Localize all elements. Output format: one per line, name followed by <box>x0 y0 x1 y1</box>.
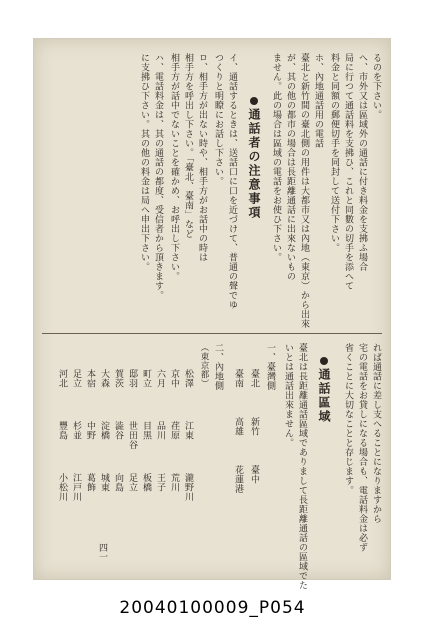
taiwan-city-3: 臺中 <box>249 465 259 484</box>
naichi-place: 小松川 <box>57 473 67 502</box>
continuation-text: るのを下さい。 <box>371 53 381 120</box>
caution-title-wrap <box>248 97 260 220</box>
naichi-place: 目黒 <box>141 421 151 440</box>
caution-title: 通話者の注意事項 <box>247 108 261 220</box>
image-caption: 20040100009_P054 <box>119 598 306 618</box>
caution-line-5: 相手方が話中でないことを確かめ、お呼出し下さい。 <box>169 53 179 281</box>
naichi-note: （東京都） <box>199 343 209 388</box>
naichi-place: 本宿 <box>85 369 95 388</box>
naichi-place: 品川 <box>155 421 165 440</box>
caution-line-6: ハ、電話料金は、其の通話の都度、受信者から頂きます。 <box>153 53 163 300</box>
naichi-side-label: 二、內地側 <box>213 343 223 391</box>
district-intro-2: いとは通話出來ません。 <box>283 343 293 448</box>
district-title: 通話區域 <box>317 368 331 424</box>
top-item-5: 臺北と新竹間の臺北側の用件は大都市又は內地（東京）から出來 <box>299 53 309 329</box>
naichi-place: 荏原 <box>169 421 179 440</box>
taiwan-city-2: 新竹 <box>249 417 259 436</box>
naichi-place: 邸羽 <box>127 369 137 388</box>
caution-line-7: に支拂ひ下さい。其の他の料金は局へ申出下さい。 <box>139 53 149 272</box>
naichi-place: 向島 <box>113 473 123 492</box>
top-item-2: 局に行つて通話料を支拂ひ、これと同數の切手を添へて <box>343 53 353 291</box>
top-item-7: ません。此の場合は區域の電話をお使ひ下さい。 <box>271 53 281 262</box>
district-intro-1: 臺北は長距離通話區域でありまして長距離通話の區域でた <box>297 343 307 590</box>
naichi-place: 中野 <box>85 421 95 440</box>
upper-left-line-2: 宅の電話をお貸しになる場合も、電話料金は必ず <box>357 343 367 552</box>
naichi-place: 河北 <box>57 369 67 388</box>
naichi-place: 六月 <box>155 369 165 388</box>
document-page <box>33 38 391 590</box>
taiwan-side-label: 一、臺灣側 <box>265 343 275 391</box>
bullet-icon <box>250 97 258 105</box>
naichi-place: 江戸川 <box>71 473 81 502</box>
naichi-place: 荒川 <box>169 473 179 492</box>
naichi-place: 杉並 <box>71 421 81 440</box>
naichi-place: 世田谷 <box>127 421 137 450</box>
naichi-place: 城東 <box>99 473 109 492</box>
caution-line-1: イ、通話するときは、送話口に口を近づけて、普通の聲でゆ <box>227 53 237 310</box>
caution-line-3: ロ、相手方が出ない時や、相手方がお話中の時は <box>197 53 207 262</box>
naichi-place: 京中 <box>169 369 179 388</box>
taiwan-city-4: 臺南 <box>233 369 243 388</box>
caution-line-2: つくりと明瞭にお話し下さい。 <box>213 53 223 186</box>
naichi-place: 足立 <box>71 369 81 388</box>
section-divider <box>42 333 382 334</box>
page-number: 四一 <box>97 543 107 561</box>
upper-left-line-1: れば通話に差し支へることになりますから <box>371 343 381 524</box>
district-title-wrap <box>318 357 330 424</box>
naichi-place: 瀧野川 <box>183 473 193 502</box>
bullet-icon <box>320 357 328 365</box>
top-item-4: ホ、內地通話用の電話 <box>313 53 323 148</box>
taiwan-city-1: 臺北 <box>249 369 259 388</box>
naichi-place: 王子 <box>155 473 165 492</box>
taiwan-city-5: 高雄 <box>233 417 243 436</box>
naichi-place: 大森 <box>99 369 109 388</box>
top-item-3: 料金と同額の郵便切手を同封して送付下さい。 <box>329 53 339 253</box>
top-item-6: が、其の他の都市の場合は長距離通話に出來ないもの <box>285 53 295 281</box>
naichi-place: 澁谷 <box>113 421 123 440</box>
naichi-place: 江東 <box>183 421 193 440</box>
naichi-place: 淀橋 <box>99 421 109 440</box>
naichi-place: 松澤 <box>183 369 193 388</box>
naichi-place: 葛飾 <box>85 473 95 492</box>
naichi-place: 板橋 <box>141 473 151 492</box>
naichi-place: 町立 <box>141 369 151 388</box>
naichi-place: 足立 <box>127 473 137 492</box>
naichi-place: 豐島 <box>57 421 67 440</box>
upper-left-line-3: 省くことに大切なことと存じます。 <box>343 343 353 495</box>
top-item-1: へ、市外又は區域外の通話に付き料金を支拂ふ場合 <box>357 53 367 272</box>
caution-line-4: 相手方を呼出し下さい。「臺北、臺南」など <box>183 53 193 239</box>
taiwan-city-6: 花蓮港 <box>233 465 243 494</box>
naichi-place: 賀茨 <box>113 369 123 388</box>
